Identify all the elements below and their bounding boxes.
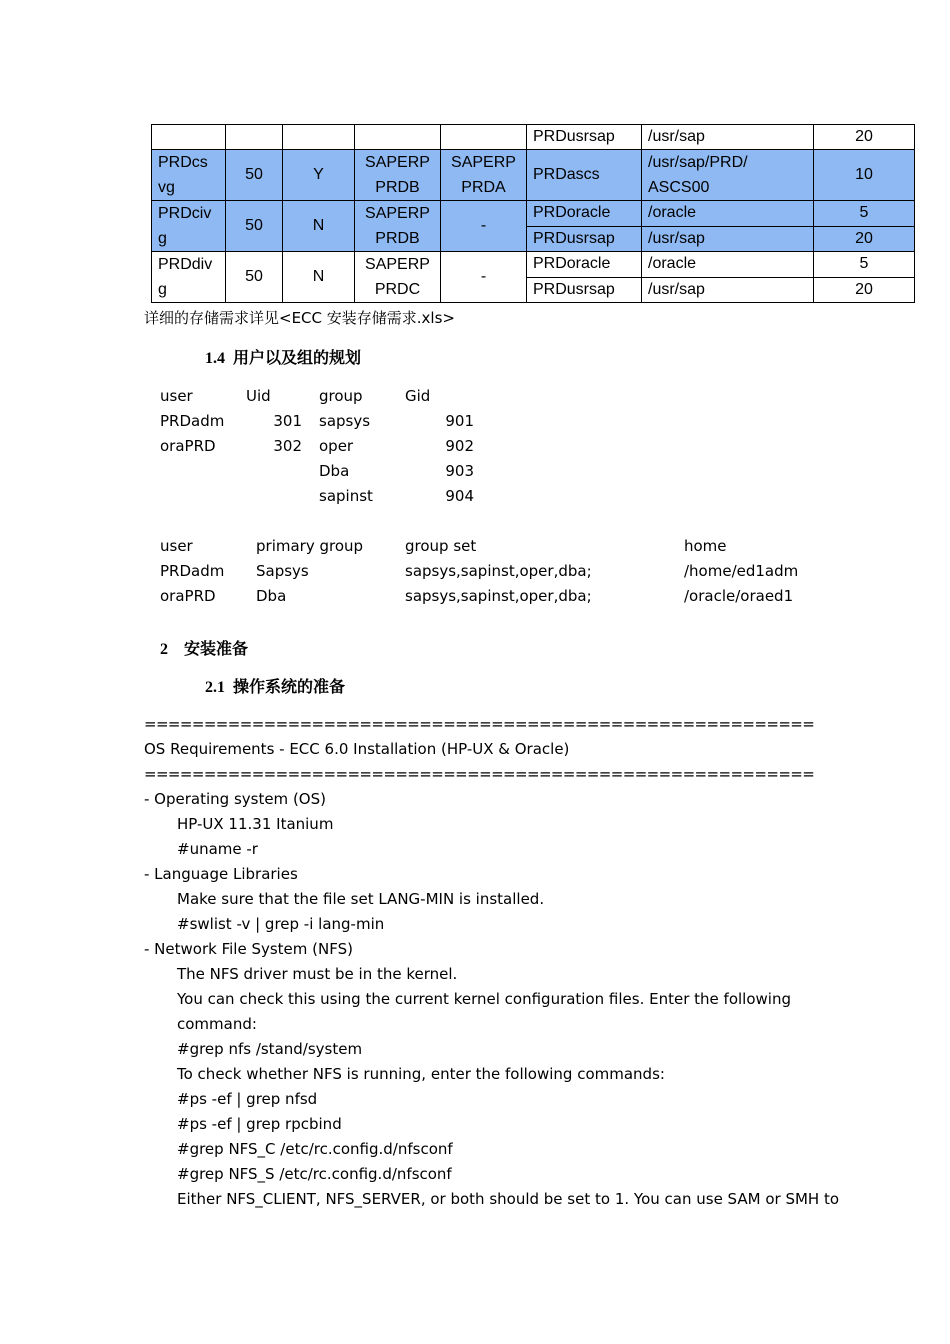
group-cell: oper (319, 437, 354, 455)
header-user: user (160, 537, 193, 555)
disk1-cell (355, 125, 441, 150)
vg-cell: PRDcs vg (152, 150, 226, 201)
mount-cell: /usr/sap (642, 125, 814, 150)
section-title: 用户以及组的规划 (233, 350, 362, 367)
group-cell: sapsys (319, 412, 371, 430)
size-cell: 50 (226, 150, 283, 201)
user-cell: PRDadm (160, 562, 225, 580)
lv-cell: PRDusrsap (527, 226, 642, 252)
requirement-item-line: - Language Libraries (144, 865, 298, 883)
header-gid: Gid (405, 387, 431, 405)
disk2-cell: - (441, 252, 527, 303)
uid-cell: 302 (273, 437, 302, 455)
requirements-title: OS Requirements - ECC 6.0 Installation (HP-UX & Oracle) (144, 740, 570, 758)
section-heading-1-4 (205, 345, 361, 368)
table-row (152, 252, 915, 278)
section-heading-2-1 (205, 674, 345, 697)
disk1-cell: SAPERP PRDB (355, 150, 441, 201)
group-set-cell: sapsys,sapinst,oper,dba; (405, 562, 592, 580)
header-group-set: group set (405, 537, 477, 555)
lvsize-cell: 20 (814, 277, 915, 303)
requirement-detail-line: Either NFS_CLIENT, NFS_SERVER, or both should be set to 1. You can use SAM or SMH to (177, 1190, 840, 1208)
header-primary-group: primary group (256, 537, 364, 555)
uid-cell: 301 (273, 412, 302, 430)
lv-cell: PRDoracle (527, 252, 642, 278)
requirement-detail-line: #ps -ef | grep rpcbind (177, 1115, 342, 1133)
requirement-detail-line: #grep NFS_S /etc/rc.config.d/nfsconf (177, 1165, 452, 1183)
gid-cell: 902 (445, 437, 474, 455)
requirement-detail-line: You can check this using the current kernel configuration files. Enter the following (177, 990, 791, 1008)
requirement-detail-line: To check whether NFS is running, enter the following commands: (177, 1065, 665, 1083)
requirement-item-line: - Operating system (OS) (144, 790, 326, 808)
header-home: home (684, 537, 727, 555)
mount-cell: /usr/sap (642, 226, 814, 252)
os-requirements (144, 712, 839, 1212)
disk1-cell: SAPERP PRDB (355, 201, 441, 252)
table-row-highlighted (152, 201, 915, 227)
size-cell: 50 (226, 201, 283, 252)
header-uid: Uid (246, 387, 271, 405)
size-cell: 50 (226, 252, 283, 303)
flag-cell (283, 125, 355, 150)
requirement-detail-line: #grep NFS_C /etc/rc.config.d/nfsconf (177, 1140, 453, 1158)
primary-group-cell: Sapsys (256, 562, 309, 580)
home-cell: /oracle/oraed1 (684, 587, 794, 605)
storage-note: 详细的存储需求详见<ECC 安装存储需求.xls> (144, 309, 455, 327)
flag-cell: N (283, 201, 355, 252)
group-cell: sapinst (319, 487, 373, 505)
gid-cell: 903 (445, 462, 474, 480)
flag-cell: Y (283, 150, 355, 201)
group-set-cell: sapsys,sapinst,oper,dba; (405, 587, 592, 605)
mount-cell: /oracle (642, 252, 814, 278)
storage-table (151, 124, 915, 303)
lvsize-cell: 20 (814, 125, 915, 150)
vg-cell (152, 125, 226, 150)
section-title: 操作系统的准备 (233, 679, 346, 696)
disk2-cell (441, 125, 527, 150)
requirement-detail-line: Make sure that the file set LANG-MIN is installed. (177, 890, 545, 908)
table-row (152, 125, 915, 150)
section-number: 2 (160, 641, 168, 658)
section-number: 2.1 (205, 679, 225, 696)
requirement-detail-line: command: (177, 1015, 257, 1033)
disk2-cell: SAPERP PRDA (441, 150, 527, 201)
separator-line: ======================================================== (144, 765, 815, 783)
requirement-detail-line: #grep nfs /stand/system (177, 1040, 363, 1058)
separator-line: ======================================================== (144, 715, 815, 733)
group-cell: Dba (319, 462, 350, 480)
lvsize-cell: 10 (814, 150, 915, 201)
mount-cell: /oracle (642, 201, 814, 227)
section-number: 1.4 (205, 350, 225, 367)
lvsize-cell: 5 (814, 201, 915, 227)
home-cell: /home/ed1adm (684, 562, 799, 580)
header-group: group (319, 387, 363, 405)
gid-cell: 901 (445, 412, 474, 430)
lvsize-cell: 5 (814, 252, 915, 278)
user-cell: oraPRD (160, 437, 216, 455)
section-heading-2 (160, 636, 248, 659)
flag-cell: N (283, 252, 355, 303)
lv-cell: PRDascs (527, 150, 642, 201)
user-cell: PRDadm (160, 412, 225, 430)
header-user: user (160, 387, 193, 405)
requirement-detail-line: The NFS driver must be in the kernel. (177, 965, 458, 983)
requirement-detail-line: #uname -r (177, 840, 258, 858)
requirement-item-line: - Network File System (NFS) (144, 940, 353, 958)
lv-cell: PRDoracle (527, 201, 642, 227)
mount-cell: /usr/sap/PRD/ ASCS00 (642, 150, 814, 201)
section-title: 安装准备 (184, 641, 249, 658)
requirements-lines (144, 787, 839, 1212)
user-cell: oraPRD (160, 587, 216, 605)
disk2-cell: - (441, 201, 527, 252)
lv-cell: PRDusrsap (527, 125, 642, 150)
requirement-detail-line: HP-UX 11.31 Itanium (177, 815, 334, 833)
lvsize-cell: 20 (814, 226, 915, 252)
vg-cell: PRDdiv g (152, 252, 226, 303)
lv-cell: PRDusrsap (527, 277, 642, 303)
primary-group-cell: Dba (256, 587, 287, 605)
disk1-cell: SAPERP PRDC (355, 252, 441, 303)
table-row-highlighted (152, 150, 915, 201)
size-cell (226, 125, 283, 150)
requirement-detail-line: #ps -ef | grep nfsd (177, 1090, 318, 1108)
requirement-detail-line: #swlist -v | grep -i lang-min (177, 915, 385, 933)
mount-cell: /usr/sap (642, 277, 814, 303)
vg-cell: PRDciv g (152, 201, 226, 252)
gid-cell: 904 (445, 487, 474, 505)
